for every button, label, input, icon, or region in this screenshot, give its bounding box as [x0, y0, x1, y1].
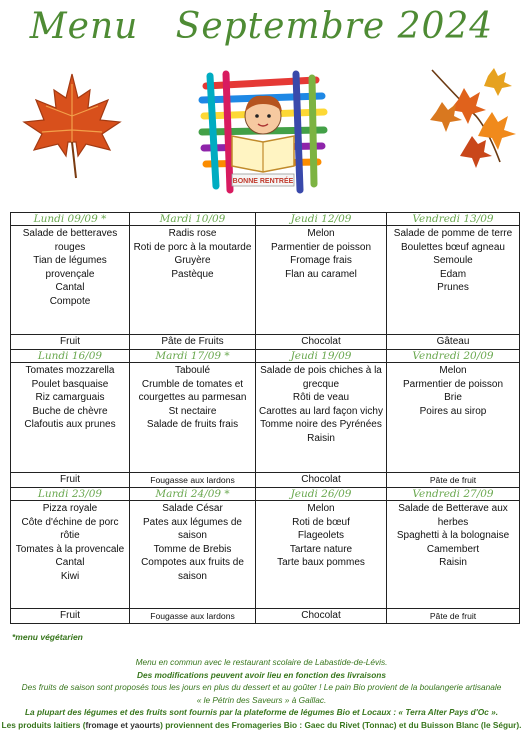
menu-item: Salade de Betterave aux herbes — [398, 503, 508, 528]
dessert-cell: Pâte de fruit — [387, 473, 520, 488]
menu-item: Semoule — [433, 255, 473, 267]
footer-notes — [0, 656, 523, 732]
day-label: Vendredi 13/09 — [387, 213, 520, 226]
day-menu — [130, 501, 256, 609]
menu-item: Spaghetti à la bolognaise — [396, 530, 510, 542]
menu-item: Tomme noire des Pyrénées — [260, 419, 382, 431]
menu-item: Tartare nature — [289, 543, 353, 555]
menu-item: Salade de pois chiches à la grecque — [260, 365, 382, 390]
menu-item: Salade de pomme de terre — [393, 228, 513, 239]
footer-line: Menu en commun avec le restaurant scolaire de Labastide-de-Lévis. — [135, 657, 388, 667]
day-menu — [256, 226, 387, 335]
week-2-dessert-row — [11, 473, 520, 488]
menu-item: Edam — [439, 268, 467, 280]
menu-item: Cantal — [55, 282, 85, 294]
day-menu — [256, 363, 387, 473]
menu-item: Tomates à la provencale — [15, 543, 125, 555]
menu-item: Côte d'échine de porc rôtie — [21, 516, 119, 542]
menu-item: Melon — [307, 503, 335, 514]
menu-item: Carottes au lard façon vichy — [259, 405, 383, 417]
menu-item: Radis rose — [168, 228, 217, 239]
menu-item: Poulet basquaise — [31, 378, 109, 390]
day-label: Mardi 24/09 * — [130, 488, 256, 501]
day-label: Mardi 17/09 * — [130, 350, 256, 363]
dessert-cell: Fougasse aux lardons — [130, 609, 256, 624]
week-2-day-row — [11, 350, 520, 363]
day-label: Lundi 09/09 * — [11, 213, 130, 226]
dessert-cell: Chocolat — [256, 609, 387, 624]
menu-item: Flan au caramel — [285, 268, 357, 280]
menu-item: Pizza royale — [42, 503, 98, 514]
menu-item: Flageolets — [297, 530, 345, 542]
menu-item: Salade César — [162, 503, 223, 514]
menu-item: Cantal — [55, 557, 85, 569]
menu-item: Tarte baux pommes — [277, 557, 365, 569]
day-label: Lundi 16/09 — [11, 350, 130, 363]
footer-line: « le Pétrin des Saveurs » à Gaillac. — [196, 694, 327, 705]
menu-item: Salade de betteraves rouges — [22, 228, 118, 253]
menu-item: Rôti de veau — [292, 392, 350, 404]
menu-item: Brie — [444, 392, 462, 404]
dessert-cell: Pâte de Fruits — [130, 335, 256, 350]
menu-item: Raisin — [307, 432, 335, 444]
page-title: Menu Septembre 2024 — [29, 6, 494, 47]
menu-item: Parmentier de poisson — [402, 378, 504, 390]
menu-item: Pastèque — [171, 268, 214, 280]
day-label: Jeudi 26/09 — [256, 488, 387, 501]
menu-item: Pates aux légumes de saison — [143, 516, 242, 542]
day-menu — [11, 226, 130, 335]
day-menu — [387, 226, 520, 335]
day-menu — [11, 501, 130, 609]
day-menu — [130, 226, 256, 335]
menu-item: Fromage frais — [290, 255, 352, 267]
dessert-cell: Chocolat — [256, 335, 387, 350]
day-label: Vendredi 27/09 — [387, 488, 520, 501]
week-1-dessert-row — [11, 335, 520, 350]
menu-item: Riz camarguais — [35, 392, 105, 404]
day-label: Jeudi 19/09 — [256, 350, 387, 363]
footer-text: ) proviennent des Fromageries Bio : Gaec du Rivet (Tonnac) et du Buisson Blanc (le Ségur). — [160, 719, 522, 730]
menu-item: Parmentier de poisson — [270, 241, 372, 253]
menu-item: Poires au sirop — [419, 405, 487, 417]
menu-item: Boulettes bœuf agneau — [401, 241, 505, 253]
week-3-dessert-row — [11, 609, 520, 624]
footer-line: Des fruits de saison sont proposés tous les jours en plus du dessert et au goûter ! Le pain Bio provient de la boulangerie artisanale — [21, 682, 502, 693]
day-menu — [130, 363, 256, 473]
menu-item: Gruyère — [174, 255, 211, 267]
day-label: Vendredi 20/09 — [387, 350, 520, 363]
dessert-cell: Gâteau — [387, 335, 520, 350]
dessert-cell: Fruit — [11, 609, 130, 624]
menu-item: Tian de légumes provençale — [33, 255, 107, 280]
weekly-menu-table — [10, 212, 520, 624]
menu-item: Kiwi — [60, 570, 80, 582]
menu-item: Melon — [439, 365, 467, 376]
autumn-leaves-icon — [426, 66, 518, 178]
footer-text: Les produits laitiers ( — [1, 719, 86, 730]
menu-item: Taboulé — [174, 365, 211, 376]
day-menu — [387, 501, 520, 609]
week-1-day-row — [11, 213, 520, 226]
maple-leaf-icon — [16, 70, 128, 182]
footer-text: fromage et yaourts — [85, 719, 161, 730]
menu-item: Melon — [307, 228, 335, 239]
week-1-items-row — [11, 226, 520, 335]
menu-item: Crumble de tomates et courgettes au parmesan — [138, 378, 247, 404]
day-menu — [11, 363, 130, 473]
dessert-cell: Fruit — [11, 335, 130, 350]
day-menu — [256, 501, 387, 609]
menu-item: Compote — [49, 295, 91, 307]
week-3-items-row — [11, 501, 520, 609]
menu-item: St nectaire — [168, 405, 217, 417]
day-menu — [387, 363, 520, 473]
menu-item: Buche de chèvre — [32, 405, 108, 417]
week-3-day-row — [11, 488, 520, 501]
vegetarian-legend: *menu végétarien — [12, 632, 83, 642]
week-2-items-row — [11, 363, 520, 473]
day-label: Mardi 10/09 — [130, 213, 256, 226]
dessert-cell: Fougasse aux lardons — [130, 473, 256, 488]
menu-item: Tomates mozzarella — [25, 365, 115, 376]
svg-text:BONNE RENTRÉE: BONNE RENTRÉE — [232, 178, 294, 185]
menu-item: Clafoutis aux prunes — [24, 419, 116, 431]
day-label: Jeudi 12/09 — [256, 213, 387, 226]
menu-item: Roti de porc à la moutarde — [133, 241, 252, 253]
menu-item: Roti de bœuf — [292, 516, 350, 528]
back-to-school-reading-child-icon — [196, 66, 330, 200]
menu-item: Raisin — [439, 557, 467, 569]
footer-line — [0, 719, 523, 732]
footer-line: Des modifications peuvent avoir lieu en fonction des livraisons — [137, 669, 386, 680]
menu-item: Compotes aux fruits de saison — [141, 557, 244, 582]
menu-item: Prunes — [437, 282, 469, 294]
dessert-cell: Fruit — [11, 473, 130, 488]
dessert-cell: Chocolat — [256, 473, 387, 488]
footer-line: La plupart des légumes et des fruits sont fournis par la plateforme de légumes Bio et Locaux : « Terra Alter Pays d'Oc ». — [24, 707, 499, 718]
menu-item: Tomme de Brebis — [153, 543, 232, 555]
dessert-cell: Pâte de fruit — [387, 609, 520, 624]
day-label: Lundi 23/09 — [11, 488, 130, 501]
menu-item: Salade de fruits frais — [146, 419, 239, 431]
menu-item: Camembert — [426, 543, 480, 555]
